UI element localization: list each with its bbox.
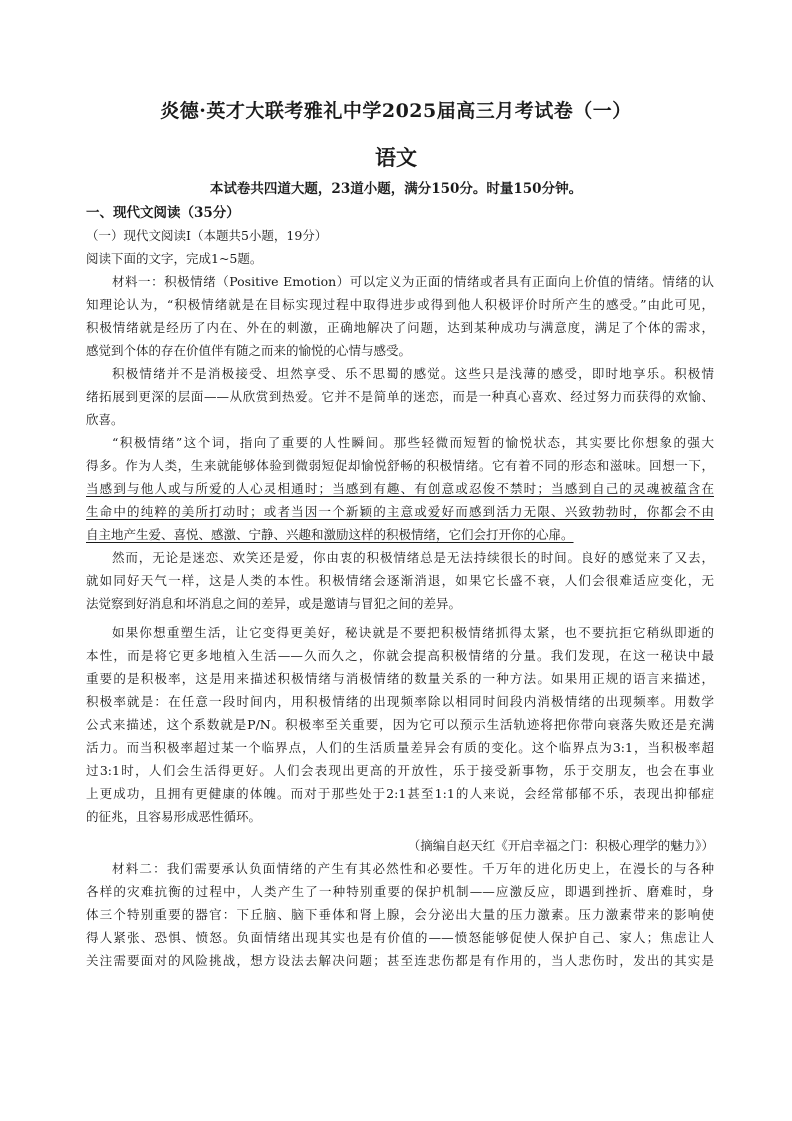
part-heading: （一）现代文阅读Ⅰ（本题共5小题，19分）: [86, 228, 328, 243]
text-line: 重要的是积极率，这是用来描述积极情绪与消极情绪的数量关系的一种方法。如果用正规的语言来描述，: [86, 671, 714, 686]
paragraph: [86, 857, 714, 972]
text-line: 各样的灾难抗衡的过程中，人类产生了一种特别重要的保护机制——应激反应，即遇到挫折、磨难时，身: [86, 884, 714, 899]
text-line: 过3:1时，人们会生活得更好。人们会表现出更高的开放性，乐于接受新事物，乐于交朋友，也会在事业: [86, 763, 714, 778]
paragraph: [86, 621, 714, 828]
text-line: 然而，无论是迷恋、欢笑还是爱，你由衷的积极情绪总是无法持续很长的时间。良好的感觉来了又去，: [112, 550, 714, 565]
text-line: 本性，而是将它更多地植入生活——久而久之，你就会提高积极情绪的分量。我们发现，在这一秘诀中最: [86, 648, 714, 663]
text-line: 上更成功，且拥有更健康的体魄。而对于那些处于2:1甚至1:1的人来说，会经常郁郁不乐，表现出抑郁症: [86, 786, 714, 801]
text-line: 关注需要面对的风险挑战，想方设法去解决问题；甚至连悲伤都是有作用的，当人悲伤时，发出的其实是: [86, 953, 714, 968]
text-line: “积极情绪”这个词，指向了重要的人性瞬间。那些轻微而短暂的愉悦状态，其实要比你想象的强大: [112, 435, 714, 450]
text-line: 如果你想重塑生活，让它变得更美好，秘诀就是不要把积极情绪抓得太紧，也不要抗拒它稍纵即逝的: [112, 625, 714, 640]
text-line: 得人紧张、恐惧、愤怒。负面情绪出现其实也是有价值的——愤怒能够促使人保护自己、家人；焦虑让人: [86, 930, 714, 945]
paragraph: [86, 546, 714, 615]
subject-title: 语文: [375, 145, 417, 170]
text-line: 积极率就是：在任意一段时间内，用积极情绪的出现频率除以相同时间段内消极情绪的出现频率。用数学: [86, 694, 714, 709]
text-line: 活力。而当积极率超过某一个临界点，人们的生活质量差异会有质的变化。这个临界点为3:1，当积极率超: [86, 740, 714, 755]
exam-body: [86, 224, 714, 972]
section-heading: 一、现代文阅读（35分）: [86, 205, 240, 221]
text-line: 的征兆，且容易形成恶性循环。: [86, 809, 262, 824]
text-line: 积极情绪就是经历了内在、外在的刺激，正确地解决了问题，达到某种成功与满意度，满足了个体的需求，: [86, 320, 714, 335]
underlined-line: 生命中的纯粹的美所打动时；或者当因一个新颖的主意或爱好而感到活力无限、兴致勃勃时，你都会不由: [86, 504, 714, 519]
text-line: 知理论认为，“积极情绪就是在目标实现过程中取得进步或得到他人积极评价时所产生的感受。”由此可见，: [86, 297, 714, 312]
instruction: 阅读下面的文字，完成1~5题。: [86, 251, 263, 266]
paragraph: [86, 431, 714, 546]
text-line: 公式来描述，这个系数就是P/N。积极率至关重要，因为它可以预示生活轨迹将把你带向衰落失败还是充满: [86, 717, 714, 732]
text-line: 绪拓展到更深的层面——从欣赏到热爱。它并不是简单的迷恋，而是一种真心喜欢、经过努力而获得的欢愉、: [86, 389, 714, 404]
underlined-line: 自主地产生爱、喜悦、感激、宁静、兴趣和激励这样的积极情绪，它们会打开你的心扉。: [86, 527, 574, 542]
underlined-line: 当感到与他人或与所爱的人心灵相通时；当感到有趣、有创意或忍俊不禁时；当感到自己的灵魂被蕴含在: [86, 481, 714, 496]
text-line: 体三个特别重要的器官：下丘脑、脑下垂体和肾上腺，会分泌出大量的压力激素。压力激素带来的影响使: [86, 907, 714, 922]
exam-info: 本试卷共四道大题，23道小题，满分150分。时量150分钟。: [209, 181, 583, 197]
exam-title: 炎德·英才大联考雅礼中学2025届高三月考试卷（一）: [160, 100, 632, 122]
text-line: 材料一：积极情绪（Positive Emotion）可以定义为正面的情绪或者具有正面向上价值的情绪。情绪的认: [112, 274, 714, 289]
text-line: 法觉察到好消息和坏消息之间的差异，或是邀请与冒犯之间的差异。: [86, 596, 462, 611]
text-line: 材料二：我们需要承认负面情绪的产生有其必然性和必要性。千万年的进化历史上，在漫长的与各种: [112, 861, 714, 876]
paragraph: [86, 270, 714, 362]
source-citation: （摘编自赵天红《开启幸福之门：积极心理学的魅力》）: [407, 838, 714, 853]
text-line: 得多。作为人类，生来就能够体验到微弱短促却愉悦舒畅的积极情绪。它有着不同的形态和滋味。回想一下，: [86, 458, 714, 473]
paragraph: [86, 362, 714, 431]
text-line: 积极情绪并不是消极接受、坦然享受、乐不思蜀的感觉。这些只是浅薄的感受，即时地享乐。积极情: [112, 366, 714, 381]
text-line: 就如同好天气一样，这是人类的本性。积极情绪会逐渐消退，如果它长盛不衰，人们会很难适应变化，无: [86, 573, 714, 588]
text-line: 感觉到个体的存在价值伴有随之而来的愉悦的心情与感受。: [86, 343, 412, 358]
text-line: 欣喜。: [86, 412, 124, 427]
